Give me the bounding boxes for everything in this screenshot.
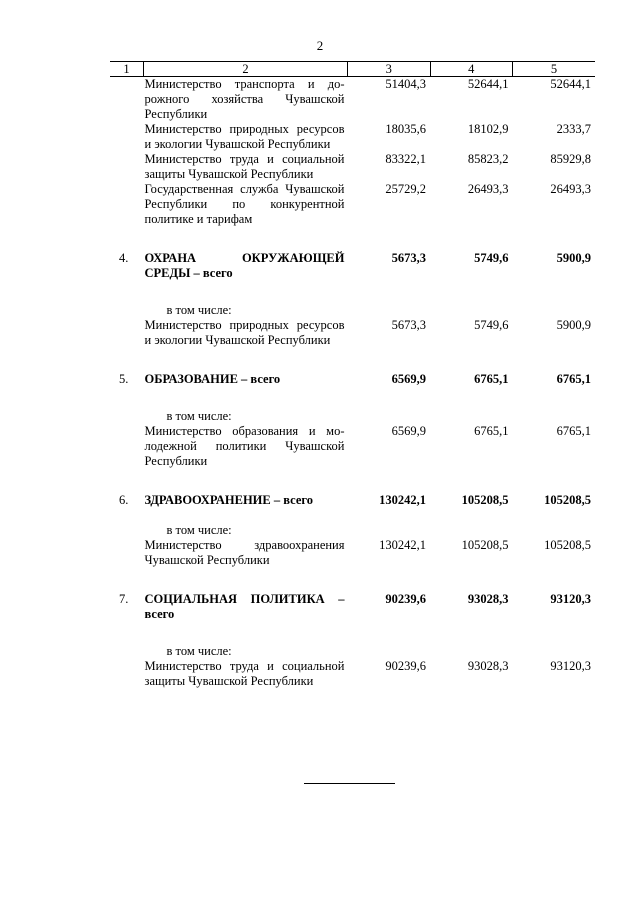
table-row (110, 318, 595, 348)
sub-label-row (110, 303, 595, 318)
section-total-row (110, 493, 595, 508)
row-value-3: 25729,2 (385, 182, 426, 196)
table-row (110, 122, 595, 152)
section-total-4: 93028,3 (467, 592, 509, 606)
row-name: Государственная служба Чувашской Республики по конкурентной политике и тарифам (144, 182, 345, 226)
row-value-3: 51404,3 (385, 77, 426, 91)
spacer-row (110, 568, 595, 592)
section-title: ОХРАНА ОКРУЖАЮЩЕЙ СРЕДЫ – всего (144, 251, 345, 280)
section-number: 5. (119, 372, 129, 386)
row-value-5: 52644,1 (550, 77, 591, 91)
column-header-1: 1 (110, 62, 144, 77)
row-value-5: 2333,7 (556, 122, 591, 136)
column-header-3: 3 (348, 62, 431, 77)
section-number: 7. (119, 592, 129, 606)
row-name: Министерство природных ресурсов и экологии Чувашской Республики (144, 122, 345, 151)
section-title: ОБРАЗОВАНИЕ – всего (144, 372, 281, 386)
section-total-3: 5673,3 (391, 251, 426, 265)
row-number (110, 152, 144, 182)
sub-label-row (110, 409, 595, 424)
section-total-3: 90239,6 (385, 592, 426, 606)
row-value-5: 85929,8 (550, 152, 591, 166)
row-number (110, 77, 144, 123)
row-value-5: 93120,3 (550, 659, 591, 673)
spacer-row (110, 281, 595, 303)
section-title: ЗДРАВООХРАНЕНИЕ – всего (144, 493, 314, 507)
section-total-row (110, 592, 595, 622)
row-value-4: 85823,2 (467, 152, 509, 166)
row-value-4: 52644,1 (467, 77, 509, 91)
column-header-4: 4 (430, 62, 513, 77)
section-total-5: 5900,9 (556, 251, 591, 265)
row-value-4: 5749,6 (474, 318, 509, 332)
sub-label: в том числе: (166, 409, 232, 423)
section-total-4: 105208,5 (461, 493, 509, 507)
column-header-5: 5 (513, 62, 596, 77)
row-name: Министерство здравоохранения Чувашской Республики (144, 538, 345, 567)
table-row (110, 538, 595, 568)
column-header-2: 2 (144, 62, 348, 77)
row-value-4: 93028,3 (467, 659, 509, 673)
row-number (110, 122, 144, 152)
row-value-5: 5900,9 (556, 318, 591, 332)
row-value-4: 6765,1 (474, 424, 509, 438)
row-value-5: 6765,1 (556, 424, 591, 438)
table-row (110, 424, 595, 469)
section-total-3: 130242,1 (379, 493, 426, 507)
table-row (110, 182, 595, 227)
row-value-3: 5673,3 (391, 318, 426, 332)
row-value-4: 105208,5 (461, 538, 509, 552)
sub-label: в том числе: (166, 303, 232, 317)
row-name: Министерство образования и молодежной политики Чувашской Республики (144, 424, 345, 468)
section-total-3: 6569,9 (391, 372, 426, 386)
sub-label-row (110, 644, 595, 659)
spacer-row (110, 469, 595, 493)
row-value-4: 26493,3 (467, 182, 509, 196)
row-name: Министерство труда и социальной защиты Чувашской Республики (144, 659, 345, 688)
row-value-3: 83322,1 (385, 152, 426, 166)
row-name: Министерство природных ресурсов и экологии Чувашской Республики (144, 318, 345, 347)
table-row (110, 152, 595, 182)
section-number: 4. (119, 251, 129, 265)
section-total-5: 93120,3 (550, 592, 591, 606)
section-total-row (110, 372, 595, 387)
page-number: 2 (316, 38, 324, 53)
row-value-5: 105208,5 (544, 538, 591, 552)
section-total-5: 6765,1 (556, 372, 591, 386)
spacer-row (110, 348, 595, 372)
row-value-3: 130242,1 (379, 538, 426, 552)
table-row (110, 77, 595, 123)
spacer-row (110, 622, 595, 644)
section-title: СОЦИАЛЬНАЯ ПОЛИТИКА – всего (144, 592, 345, 621)
section-total-row (110, 251, 595, 281)
spacer-row (110, 227, 595, 251)
row-value-3: 6569,9 (391, 424, 426, 438)
sub-label: в том числе: (166, 644, 232, 658)
row-number (110, 182, 144, 227)
section-total-4: 6765,1 (474, 372, 509, 386)
sub-label: в том числе: (166, 523, 232, 537)
sub-label-row (110, 523, 595, 538)
section-number: 6. (119, 493, 129, 507)
table-row (110, 659, 595, 689)
budget-table (110, 61, 595, 689)
section-total-4: 5749,6 (474, 251, 509, 265)
spacer-row (110, 508, 595, 523)
row-value-5: 26493,3 (550, 182, 591, 196)
row-value-3: 18035,6 (385, 122, 426, 136)
section-total-5: 105208,5 (544, 493, 591, 507)
end-divider (304, 783, 395, 784)
row-value-3: 90239,6 (385, 659, 426, 673)
row-name: Министерство труда и социальной защиты Чувашской Республики (144, 152, 345, 181)
row-value-4: 18102,9 (467, 122, 509, 136)
table-header-row (110, 62, 595, 77)
row-name: Министерство транспорта и дорожного хозяйства Чувашской Республики (144, 77, 345, 121)
spacer-row (110, 387, 595, 409)
